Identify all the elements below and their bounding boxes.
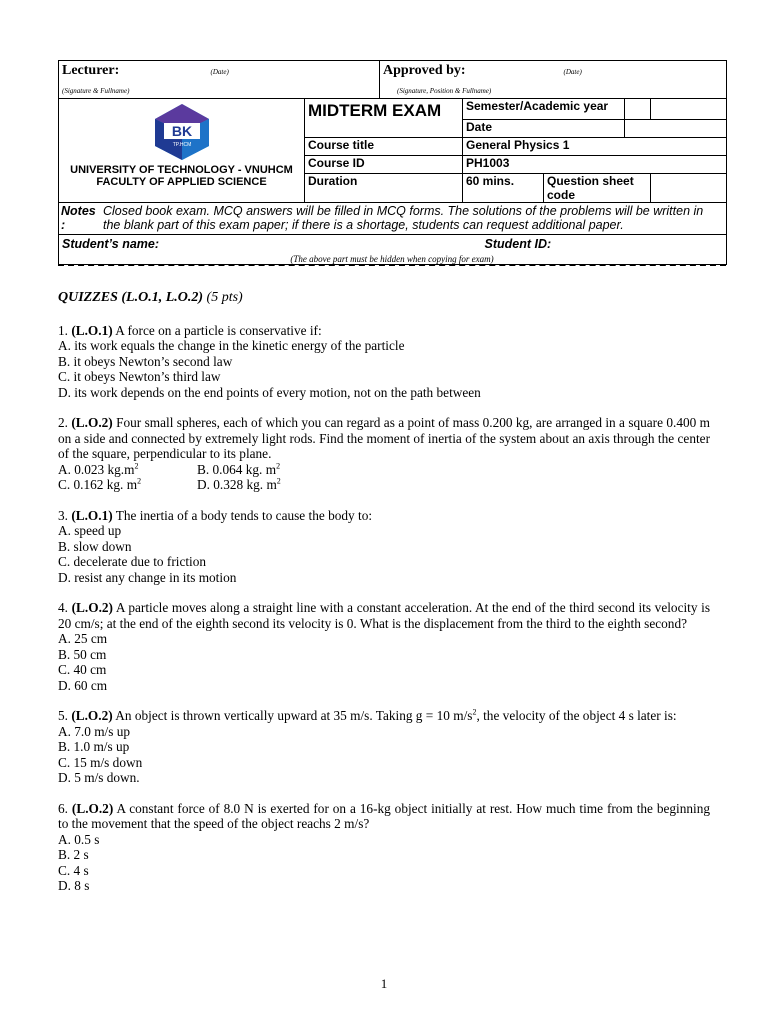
notes-text: Closed book exam. MCQ answers will be filled in MCQ forms. The solutions of the problems will be written in the blank part of this exam paper; if there is a shortage, students can request additional paper. — [103, 204, 704, 232]
option-a: A. 7.0 m/s up — [58, 723, 131, 739]
course-title-value: General Physics 1 — [463, 138, 727, 156]
date-value — [625, 120, 727, 138]
question-code-label: Question sheet code — [544, 174, 651, 203]
question-number: 6. — [58, 800, 68, 816]
option-b: B. 0.064 kg. $m^2$ — [197, 461, 281, 477]
option-b: B. 1.0 m/s up — [58, 739, 130, 754]
approved-signature-hint: (Signature, Position & Fullname) — [397, 86, 492, 95]
option-c: C. 40 cm — [58, 662, 107, 677]
option-a: A. 0.5 s — [58, 831, 100, 847]
hidden-note: (The above part must be hidden when copying for exam) — [287, 254, 496, 264]
question-2 — [58, 415, 710, 493]
option-d: D. 5 m/s down. — [58, 770, 140, 785]
exam-title: MIDTERM EXAM — [308, 101, 442, 120]
question-text: A constant force of 8.0 N is exerted for on a 16-kg object initially at rest. How much time from the beginning to the movement that the speed of the object reachs 2 m/s? — [58, 800, 711, 831]
logo-text: BK — [171, 123, 192, 139]
exam-info-table — [58, 98, 727, 265]
option-a: A. speed up — [58, 523, 122, 538]
option-c: C. 0.162 kg. $m^2$ — [58, 476, 142, 492]
question-text-end: , the velocity of the object 4 s later is: — [476, 708, 677, 723]
option-d: D. 60 cm — [58, 677, 108, 693]
option-b: B. 50 cm — [58, 646, 107, 662]
question-1 — [58, 323, 710, 401]
learning-outcome: (L.O.2) — [71, 600, 113, 615]
dashed-divider — [58, 264, 726, 266]
course-title-label: Course title — [305, 138, 463, 156]
question-text: An object is thrown vertically upward at 35 m/s. Taking g = 10 m/s — [115, 708, 473, 723]
university-logo — [150, 103, 214, 161]
section-heading — [58, 290, 710, 306]
section-points: (5 pts) — [206, 290, 243, 305]
section-title: QUIZZES (L.O.1, L.O.2) — [58, 290, 204, 305]
semester-value-2 — [651, 99, 727, 120]
option-d: D. 8 s — [58, 878, 90, 893]
learning-outcome: (L.O.2) — [71, 708, 113, 723]
question-code-value — [651, 174, 727, 203]
notes-label: Notes — [61, 204, 96, 218]
duration-value: 60 mins. — [463, 174, 544, 203]
approved-label: Approved by: — [383, 63, 466, 78]
question-number: 5. — [58, 708, 68, 723]
lecturer-date: (Date) — [210, 68, 229, 76]
question-4 — [58, 600, 710, 693]
lecturer-cell — [59, 61, 206, 80]
question-text: The inertia of a body tends to cause the body to: — [115, 507, 373, 523]
university-name: UNIVERSITY OF TECHNOLOGY - VNUHCM — [70, 164, 293, 176]
notes-cell — [59, 203, 727, 235]
superscript: 2 — [472, 707, 477, 717]
approved-date: (Date) — [563, 68, 582, 76]
learning-outcome: (L.O.2) — [71, 800, 114, 816]
semester-value-1 — [625, 99, 651, 120]
notes-colon: : — [61, 218, 66, 232]
question-text: A force on a particle is conservative if: — [115, 322, 322, 338]
option-a: A. its work equals the change in the kinetic energy of the particle — [58, 338, 405, 353]
question-6 — [58, 801, 710, 894]
date-label: Date — [463, 120, 625, 138]
approved-date-cell — [557, 61, 727, 80]
course-id-label: Course ID — [305, 156, 463, 174]
learning-outcome: (L.O.1) — [71, 507, 113, 523]
page-number: 1 — [380, 976, 388, 991]
approval-table — [58, 60, 727, 99]
question-5 — [58, 708, 710, 786]
faculty-name: FACULTY OF APPLIED SCIENCE — [96, 176, 267, 188]
question-text: Four small spheres, each of which you can regard as a point of mass 0.200 kg, are arranged in a square 0.400 m on a side and connected by extremely light rods. Find the moment of inertia of the system about an axis through the center of the square, perpendicular to its plane. — [58, 415, 711, 461]
question-number: 1. — [58, 322, 68, 338]
option-d: D. resist any change in its motion — [58, 569, 237, 585]
option-d: D. its work depends on the end points of every motion, not on the path between — [58, 384, 481, 400]
exam-title-cell — [305, 99, 463, 138]
cut-line — [58, 254, 726, 268]
option-a: A. 0.023 $kg.m^2$ — [58, 461, 139, 477]
semester-label: Semester/Academic year — [463, 99, 625, 120]
exam-content — [58, 290, 710, 909]
university-cell — [59, 99, 305, 203]
question-number: 2. — [58, 415, 68, 430]
option-b: B. 2 s — [58, 847, 89, 862]
option-b: B. it obeys Newton’s second law — [58, 353, 233, 369]
lecturer-signature-hint: (Signature & Fullname) — [62, 86, 130, 95]
option-c: C. it obeys Newton’s third law — [58, 369, 221, 384]
lecturer-date-cell — [206, 61, 380, 80]
student-name-label: Student’s name: — [62, 237, 160, 251]
approved-cell — [380, 61, 557, 80]
option-d: D. 0.328 kg. $m^2$ — [197, 476, 281, 492]
learning-outcome: (L.O.1) — [71, 322, 113, 338]
student-id-label: Student ID: — [484, 237, 552, 251]
approved-sig-cell — [380, 80, 727, 99]
duration-label: Duration — [305, 174, 463, 203]
learning-outcome: (L.O.2) — [71, 415, 113, 430]
question-text: A particle moves along a straight line with a constant acceleration. At the end of the third second its velocity is 20 cm/s; at the end of the eighth second its velocity is 0. What is the displacement from the third to the eighth second? — [58, 600, 710, 631]
question-number: 4. — [58, 600, 68, 615]
option-a: A. 25 cm — [58, 631, 108, 646]
question-3 — [58, 508, 710, 586]
option-b: B. slow down — [58, 538, 132, 554]
lecturer-label: Lecturer: — [62, 63, 120, 78]
lecturer-sig-cell — [59, 80, 380, 99]
logo-subtext: TP.HCM — [172, 142, 191, 148]
option-c: C. 4 s — [58, 862, 89, 878]
option-c: C. 15 m/s down — [58, 754, 143, 770]
course-id-value: PH1003 — [463, 156, 727, 174]
question-number: 3. — [58, 507, 68, 523]
option-c: C. decelerate due to friction — [58, 554, 207, 569]
